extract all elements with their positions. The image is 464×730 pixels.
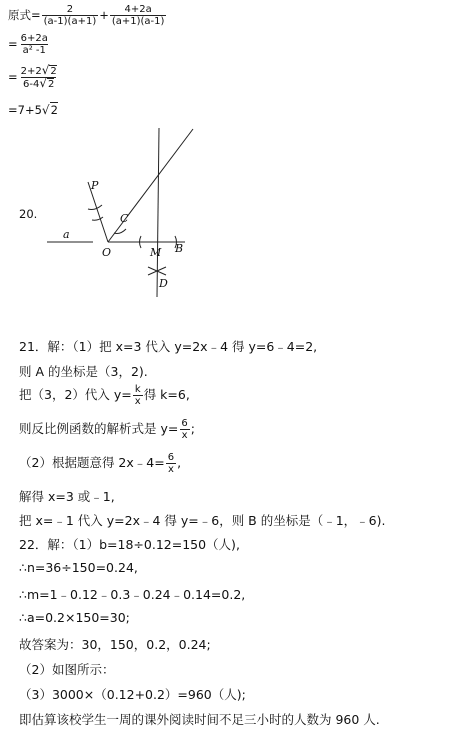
q21-line4-post: ; <box>190 421 195 436</box>
q22-line2: ∴n=36÷150=0.24, <box>19 560 138 575</box>
q21-line5-fraction <box>166 452 176 475</box>
sqrt-symbol: √ <box>41 63 50 77</box>
q21-line3-num: k <box>134 384 141 395</box>
q21-line3-den: x <box>134 396 141 407</box>
q21-line5-post: , <box>177 455 182 470</box>
step1-frac1-numerator: 2 <box>66 4 74 15</box>
step2-denominator: a² -1 <box>22 45 46 56</box>
step1-expression <box>8 4 167 27</box>
q21-line1: 21．解：（1）把 x=3 代入 y=2x﹣4 得 y=6﹣4=2, <box>19 339 318 354</box>
q22-line7: （3）3000×（0.12+0.2）=960（人); <box>19 687 246 702</box>
step4-text: =7+5 <box>8 103 42 117</box>
q20-label: 20. <box>19 207 38 221</box>
step1-frac2-denominator: (a+1)(a-1) <box>111 16 165 27</box>
step1-plus: + <box>99 8 109 22</box>
sqrt-symbol: √ <box>39 76 48 90</box>
q22-line4: ∴a=0.2×150=30; <box>19 610 130 625</box>
ray-oc-extended <box>108 129 193 242</box>
sqrt-symbol: √ <box>41 103 50 117</box>
step2-numerator: 6+2a <box>20 33 48 44</box>
q21-line4-fraction <box>179 418 189 441</box>
q21-line6: 解得 x=3 或﹣1, <box>19 489 115 504</box>
step3-denominator <box>21 77 56 90</box>
q22-line5: 故答案为：30，150，0.2，0.24; <box>19 637 211 652</box>
q21-line5 <box>19 452 181 475</box>
q21-line5-pre: （2）根据题意得 2x﹣4= <box>19 455 165 470</box>
q22-line8: 即估算该校学生一周的课外阅读时间不足三小时的人数为 960 人. <box>19 712 380 727</box>
q22-line1: 22．解：（1）b=18÷0.12=150（人), <box>19 537 240 552</box>
q21-line4-num: 6 <box>181 418 188 429</box>
step3-expression <box>8 65 60 90</box>
q21-line2: 则 A 的坐标是（3，2). <box>19 364 148 379</box>
arc-mark <box>88 205 102 210</box>
step1-frac1-denominator: (a-1)(a+1) <box>43 16 97 27</box>
step2-expression <box>8 33 51 56</box>
q21-line3-fraction <box>133 384 143 407</box>
q21-line3-post: 得 k=6, <box>143 387 190 402</box>
step1-frac2-numerator: 4+2a <box>124 4 152 15</box>
q21-line4-den: x <box>181 430 188 441</box>
q22-line6: （2）如图所示： <box>19 662 115 677</box>
q21-line4-pre: 则反比例函数的解析式是 y= <box>19 421 179 436</box>
q21-line4 <box>19 418 195 441</box>
arc-mark <box>92 217 103 220</box>
step3-fraction <box>19 65 59 90</box>
step1-fraction-1 <box>42 4 99 27</box>
step2-fraction <box>19 33 50 56</box>
step4-expression <box>8 103 58 117</box>
label-o: O <box>102 246 112 259</box>
step2-equals: = <box>8 37 18 51</box>
step1-prefix: 原式= <box>8 8 41 22</box>
label-p: P <box>91 179 99 192</box>
step1-fraction-2 <box>110 4 167 27</box>
step3-num-text: 2+2 <box>20 66 42 77</box>
q22-line3: ∴m=1﹣0.12﹣0.3﹣0.24﹣0.14=0.2, <box>19 587 246 602</box>
label-m: M <box>150 246 162 259</box>
label-d: D <box>159 277 168 290</box>
label-b: B <box>175 242 184 255</box>
q21-line5-num: 6 <box>167 452 175 463</box>
label-c: C <box>120 212 129 225</box>
step3-den-text: 6-4 <box>23 79 40 90</box>
step3-den-radicand: 2 <box>48 79 55 90</box>
step4-radicand: 2 <box>50 103 58 117</box>
step3-equals: = <box>8 70 18 84</box>
q21-line3 <box>19 384 190 407</box>
step3-num-radicand: 2 <box>50 66 57 77</box>
q21-line3-pre: 把（3，2）代入 y= <box>19 387 132 402</box>
geometry-figure <box>40 125 205 300</box>
q21-line7: 把 x=﹣1 代入 y=2x﹣4 得 y=﹣6，则 B 的坐标是（﹣1，﹣6). <box>19 513 386 528</box>
q21-line5-den: x <box>167 464 174 475</box>
label-a: a <box>63 228 70 241</box>
